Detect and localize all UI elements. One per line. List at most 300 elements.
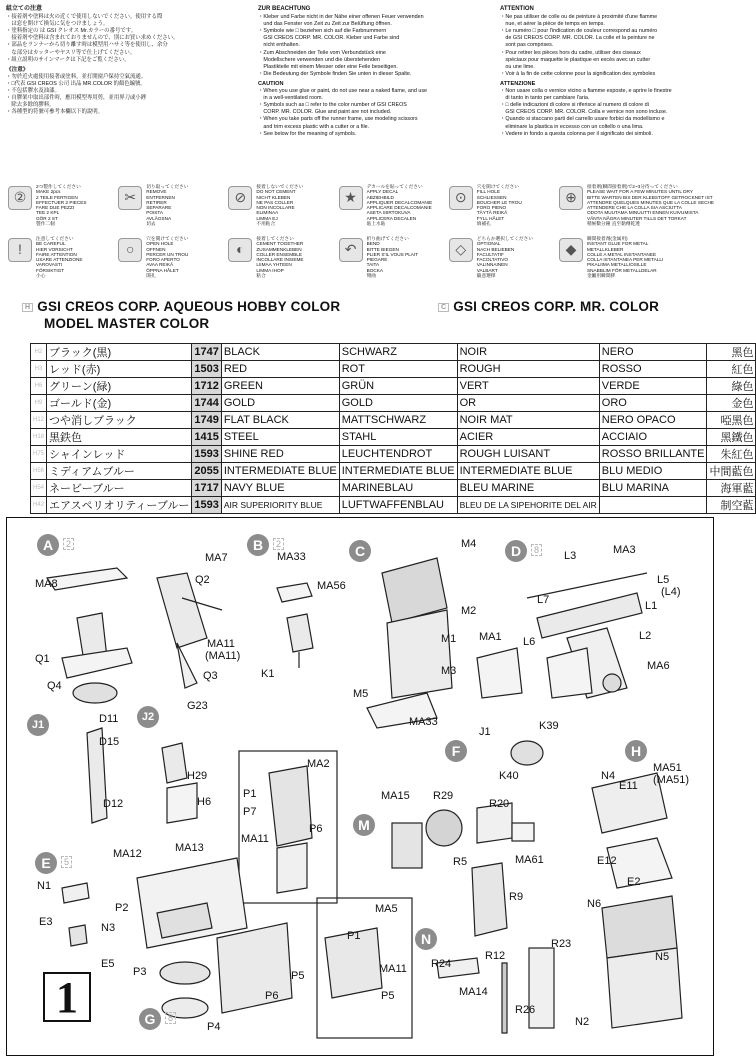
assembly-drawing bbox=[7, 518, 715, 1057]
symbol-text: COLLER ENSEMBLE bbox=[256, 251, 302, 257]
part-sketch bbox=[69, 925, 87, 946]
symbol-entry bbox=[447, 184, 557, 236]
note-line: nicht enthalten. bbox=[258, 42, 300, 49]
symbol-text: MAKE 2pcs bbox=[36, 189, 61, 195]
assembly-badge: A bbox=[37, 534, 59, 556]
color-cell-zh: 朱紅色 bbox=[707, 446, 756, 463]
note-line: ou une lime. bbox=[500, 63, 535, 70]
symbol-text: BITTE WARTEN BIS DER KLEBSTOFF GETROCKNET IST bbox=[586, 194, 713, 200]
color-cell-ja: エアスペリオリティーブルー bbox=[47, 497, 192, 514]
color-cell-fr: INTERMEDIATE BLUE bbox=[457, 463, 599, 480]
part-label: MA2 bbox=[307, 758, 330, 770]
symbol-text: 彎曲 bbox=[366, 273, 376, 279]
part-label: P7 bbox=[243, 806, 257, 818]
symbol-text: INSTANT GLUE FOR METAL bbox=[586, 241, 649, 247]
color-cell-zh: 金色 bbox=[707, 395, 756, 412]
color-cell-de: GRÜN bbox=[339, 378, 457, 395]
optional-icon: ◇ bbox=[449, 238, 473, 262]
color-cell-fr: OR bbox=[457, 395, 599, 412]
notes-de-title: ZUR BEACHTUNG bbox=[258, 6, 311, 12]
part-label: MA61 bbox=[515, 854, 544, 866]
color-cell-ja: ネービーブルー bbox=[47, 480, 192, 497]
part-label: P1 bbox=[347, 930, 361, 942]
part-sketch bbox=[537, 593, 642, 638]
symbol-text: VALINNAINEN bbox=[476, 262, 508, 268]
part-label: MA13 bbox=[175, 842, 204, 854]
part-label: L7 bbox=[537, 594, 550, 606]
note-line: ・各種型的符號可參考本欄以下的說明。 bbox=[6, 109, 104, 116]
symbol-text: BE CAREFUL bbox=[36, 241, 66, 247]
part-label: R9 bbox=[509, 891, 524, 903]
two-types-icon: ⊕ bbox=[559, 186, 583, 210]
note-line: Modellschere verwenden und die überstehenden bbox=[258, 56, 380, 63]
part-label: E5 bbox=[101, 958, 115, 970]
color-cell-fr: VERT bbox=[457, 378, 599, 395]
header-tag: H bbox=[22, 303, 33, 312]
symbol-text: NE PAS COLLER bbox=[256, 199, 294, 205]
notes-ja-title: 組立ての注意 bbox=[6, 6, 43, 12]
part-label: (MA51) bbox=[653, 774, 690, 786]
part-label: MA33 bbox=[277, 551, 306, 563]
part-sketch bbox=[603, 674, 621, 692]
symbol-text: FÖRSIKTIGT bbox=[36, 267, 65, 273]
aqueous-header bbox=[22, 299, 340, 314]
color-cell-code: H3 bbox=[31, 361, 47, 378]
color-cell-it: BLU MEDIO bbox=[599, 463, 707, 480]
note-line: は窓を開けて換気に気をつけましょう。 bbox=[6, 21, 109, 28]
part-label: M5 bbox=[353, 688, 369, 700]
symbol-text: FYLL HÅLET bbox=[476, 215, 505, 221]
color-cell-it: ORO bbox=[599, 395, 707, 412]
symbol-text: AVAA REIKÄ bbox=[146, 262, 174, 268]
part-label: MA11 bbox=[207, 638, 235, 650]
part-sketch bbox=[287, 614, 313, 652]
symbol-entry bbox=[6, 184, 116, 236]
note-line: ・Kleber und Farbe nicht in der Nähe einer offenen Feuer verwenden bbox=[258, 14, 424, 21]
part-label: R29 bbox=[433, 790, 454, 802]
part-sketch bbox=[73, 683, 117, 703]
note-line: nue, et aérer la pièce de temps en temps. bbox=[500, 21, 605, 28]
color-cell-en: FLAT BLACK bbox=[221, 412, 339, 429]
symbol-text: POISTA bbox=[146, 210, 164, 216]
symbol-text: 不用粘合 bbox=[256, 221, 276, 227]
assembly-badge: M bbox=[353, 814, 375, 836]
part-sketch bbox=[269, 766, 312, 846]
color-cell-code: H18 bbox=[31, 429, 47, 446]
assembly-badge: H bbox=[625, 740, 647, 762]
symbol-text: 接着してください bbox=[256, 236, 294, 241]
part-sketch bbox=[477, 648, 522, 698]
part-sketch bbox=[529, 948, 554, 1028]
mr-color-header-text: GSI CREOS CORP. MR. COLOR bbox=[453, 299, 660, 314]
symbol-text: NON INCOLLARE bbox=[256, 205, 295, 211]
part-label: M3 bbox=[441, 665, 457, 677]
symbol-text: 貼上水貼 bbox=[366, 221, 386, 227]
note-line: sont pas comprises. bbox=[500, 42, 554, 49]
symbol-text: FAIRE ATTENTION bbox=[36, 251, 77, 257]
symbol-text: 2 TEILE FERTIGEN bbox=[36, 194, 78, 200]
symbol-text: OPEN HOLE bbox=[146, 241, 174, 247]
part-sketch bbox=[547, 648, 592, 698]
color-cell-de: ROT bbox=[339, 361, 457, 378]
note-line: and trim excess plastic with a cutter or a file. bbox=[258, 123, 370, 130]
symbol-text: 接着しないでください bbox=[256, 184, 304, 189]
part-label: MA12 bbox=[113, 848, 142, 860]
color-cell-code: H12 bbox=[31, 412, 47, 429]
symbol-text: FILL HOLE bbox=[476, 189, 501, 195]
symbol-text: 穴を開けてください bbox=[476, 184, 519, 189]
part-label: D15 bbox=[99, 736, 120, 748]
part-label: P4 bbox=[207, 1021, 221, 1033]
symbol-entry bbox=[226, 184, 336, 236]
part-sketch bbox=[472, 863, 507, 936]
symbol-text: AVLÄGSNA bbox=[146, 215, 172, 221]
symbol-text: FARE DUE PEZZI bbox=[36, 205, 75, 211]
symbol-text: 製作二個 bbox=[36, 221, 55, 227]
part-label: M1 bbox=[441, 633, 457, 645]
part-label: P5 bbox=[381, 990, 395, 1002]
note-line: ・塗料指定の は GSI クレオス Mr.カラーの番号です。 bbox=[6, 28, 137, 35]
symbol-entry bbox=[337, 236, 447, 288]
part-label: MA33 bbox=[409, 716, 438, 728]
symbol-text: INCOLLARE INSIEME bbox=[256, 257, 304, 263]
color-cell-fr: ROUGH LUISANT bbox=[457, 446, 599, 463]
note-line: GSI CREOS CORP. MR. COLOR. Kleber und Farbe sind bbox=[258, 35, 400, 42]
assembly-badge: G bbox=[139, 1008, 161, 1030]
assembly-count: 8 bbox=[165, 1012, 176, 1024]
color-cell-it: ROSSO bbox=[599, 361, 707, 378]
color-cell-it: ACCIAIO bbox=[599, 429, 707, 446]
part-label: J1 bbox=[479, 726, 491, 738]
note-line: ・Non usare colla o vernice vicino a fiamme esposte, e aprire le finestre bbox=[500, 88, 672, 95]
note-line: ・不包括膠水及油漆。 bbox=[6, 88, 60, 95]
part-label: MA5 bbox=[375, 903, 398, 915]
part-label: (MA11) bbox=[205, 650, 241, 662]
symbol-text: VÄNTA NÅGRA MINUTER TILLS DET TORKAT bbox=[586, 215, 687, 221]
part-label: N6 bbox=[587, 898, 602, 910]
color-cell-ja: つや消しブラック bbox=[47, 412, 192, 429]
notes-fr-title: ATTENTION bbox=[500, 6, 534, 12]
symbol-entry bbox=[447, 236, 557, 288]
part-label: R20 bbox=[489, 798, 510, 810]
color-cell-de: STAHL bbox=[339, 429, 457, 446]
symbol-text: VALBART bbox=[476, 267, 498, 273]
notes-french-italian bbox=[500, 6, 714, 137]
color-cell-it: NERO OPACO bbox=[599, 412, 707, 429]
part-sketch bbox=[167, 783, 197, 823]
part-label: Q4 bbox=[47, 680, 62, 692]
metal-glue-icon: ◆ bbox=[559, 238, 583, 262]
part-label: P6 bbox=[309, 823, 323, 835]
note-line: eliminare la plastica in eccesso con un coltello o una lima. bbox=[500, 123, 644, 130]
color-cell-en: STEEL bbox=[221, 429, 339, 446]
symbol-text: LIMMA EJ bbox=[256, 215, 278, 221]
part-label: M4 bbox=[461, 538, 477, 550]
color-cell-de: MARINEBLAU bbox=[339, 480, 457, 497]
part-label: G23 bbox=[187, 700, 208, 712]
color-cell-ja: ブラック(黒) bbox=[47, 344, 192, 361]
color-cell-fr: NOIR bbox=[457, 344, 599, 361]
symbol-text: 隨意選擇 bbox=[476, 273, 496, 279]
color-cell-ja: 黒鉄色 bbox=[47, 429, 192, 446]
assembly-diagram bbox=[6, 517, 714, 1056]
part-sketch bbox=[602, 896, 677, 958]
symbol-text: 稍候數分鐘 直至黏劑乾透 bbox=[586, 221, 640, 227]
color-cell-code: H6 bbox=[31, 378, 47, 395]
color-cell-num: 1503 bbox=[192, 361, 221, 378]
bend-icon: ↶ bbox=[339, 238, 363, 262]
notes-german-english bbox=[258, 6, 488, 137]
color-cell-ja: ミディアムブルー bbox=[47, 463, 192, 480]
note-line: ・勿於近火處使用接著或塗料，並打開窗戶保持空氣流通。 bbox=[6, 73, 147, 80]
note-line: spéciaux pour maquette le plastique en excès avec un cutter bbox=[500, 56, 651, 63]
symbol-text: HIER VORSICHT bbox=[36, 246, 73, 252]
part-sketch bbox=[392, 823, 422, 868]
drill-hole-icon: ⊙ bbox=[449, 186, 473, 210]
symbol-text: USARE ATTENZIONE bbox=[36, 257, 83, 263]
color-cell-code: H75 bbox=[31, 446, 47, 463]
note-line: ・自膠架中取出部件時，應用模型專用剪，並用界刀或小銼 bbox=[6, 95, 147, 102]
color-cell-en: BLACK bbox=[221, 344, 339, 361]
assembly-badge: J1 bbox=[27, 714, 49, 736]
make-two-icon: ② bbox=[8, 186, 32, 210]
symbol-text: SEPARARE bbox=[146, 205, 172, 211]
symbol-text: EFFECTUER 2 PIECES bbox=[36, 199, 87, 205]
part-label: K1 bbox=[261, 668, 275, 680]
color-cell-de: INTERMEDIATE BLUE bbox=[339, 463, 457, 480]
symbol-text: APPLICERA DECALEN bbox=[366, 215, 417, 221]
color-cell-it: BLU MARINA bbox=[599, 480, 707, 497]
part-sketch bbox=[277, 843, 307, 893]
symbol-text: 瞬間接着剤(金属用) bbox=[586, 236, 628, 241]
no-cement-icon: ⊘ bbox=[228, 186, 252, 210]
part-label: H6 bbox=[197, 796, 212, 808]
note-line: ・Le numéro □ pour l'indication de couleur correspond au numéro bbox=[500, 28, 658, 35]
assembly-badge: D bbox=[505, 540, 527, 562]
note-line: ・接着剤や塗料は火の近くで使用しないでください。使用する際 bbox=[6, 14, 163, 21]
symbol-text: TÄYTÄ REIKÄ bbox=[476, 210, 508, 216]
note-line: ・部品をランナーから切り離す時は模型用ハサミ等を使用し、余分 bbox=[6, 42, 168, 49]
part-label: R26 bbox=[515, 1004, 536, 1016]
symbol-text: DO NOT CEMENT bbox=[256, 189, 296, 195]
part-label: R24 bbox=[431, 958, 452, 970]
mr-color-header bbox=[438, 299, 659, 314]
assembly-badge: E bbox=[35, 852, 57, 874]
model-master-header: MODEL MASTER COLOR bbox=[44, 316, 210, 331]
note-line: 接着剤や塗料は含まれておりませんので、別にお買い求めください。 bbox=[6, 35, 179, 42]
assembly-count: 2 bbox=[63, 538, 74, 550]
color-cell-num: 1415 bbox=[192, 429, 221, 446]
symbol-text: 2つ製作してください bbox=[36, 184, 81, 189]
step-number: 1 bbox=[43, 972, 91, 1022]
part-label: MA51 bbox=[653, 762, 682, 774]
part-label: MA15 bbox=[381, 790, 410, 802]
notes-area bbox=[6, 6, 714, 137]
symbol-text: FORO PIENO bbox=[476, 205, 507, 211]
symbol-text: TAITA bbox=[366, 262, 380, 268]
symbol-text: PERCER UN TROU bbox=[146, 251, 189, 257]
color-cell-ja: ゴールド(金) bbox=[47, 395, 192, 412]
symbol-text: PLIER S'IL VOUS PLAIT bbox=[366, 251, 419, 257]
symbol-text: LIMMA IHOP bbox=[256, 267, 284, 273]
header-tag: C bbox=[438, 303, 449, 312]
note-line: ・Symbole wie □ beziehen sich auf die Farbnummern bbox=[258, 28, 387, 35]
note-line: ・Zum Abschneiden der Teile vom Verbundstück eine bbox=[258, 49, 386, 56]
note-line: ・Die Bedeutung der Symbole finden Sie unten in dieser Spalte. bbox=[258, 70, 412, 77]
part-sketch bbox=[47, 568, 127, 590]
symbol-text: FACULTATIF bbox=[476, 251, 504, 257]
symbol-entry bbox=[226, 236, 336, 288]
part-sketch bbox=[177, 643, 197, 688]
color-cell-de: SCHWARZ bbox=[339, 344, 457, 361]
color-cell-code: H56 bbox=[31, 463, 47, 480]
part-label: N3 bbox=[101, 922, 116, 934]
color-cell-de: LEUCHTENDROT bbox=[339, 446, 457, 463]
part-label: MA56 bbox=[317, 580, 346, 592]
note-line: de GSI CREOS CORP. MR. COLOR. La colle et la peinture ne bbox=[500, 35, 655, 42]
color-cell-en: RED bbox=[221, 361, 339, 378]
color-cell-en: GOLD bbox=[221, 395, 339, 412]
symbol-entry bbox=[557, 236, 714, 288]
part-label: P1 bbox=[243, 788, 257, 800]
aqueous-header-text: GSI CREOS CORP. AQUEOUS HOBBY COLOR bbox=[37, 299, 341, 314]
part-label: D11 bbox=[99, 713, 119, 725]
careful-icon: ! bbox=[8, 238, 32, 262]
note-line: ・See below for the meaning of symbols. bbox=[258, 130, 357, 137]
note-line: な部分はカッターやヤスリ等で仕上げてください。 bbox=[6, 49, 136, 56]
part-label: N4 bbox=[601, 770, 616, 782]
note-line: ・Voir à la fin de cette colonne pour la signification des symboles bbox=[500, 70, 656, 77]
color-cell-zh: 海軍藍 bbox=[707, 480, 756, 497]
part-label: Q1 bbox=[35, 653, 50, 665]
symbol-text: 填補孔 bbox=[476, 221, 491, 227]
color-cell-fr: ROUGH bbox=[457, 361, 599, 378]
color-cell-num: 1749 bbox=[192, 412, 221, 429]
color-cell-num: 1712 bbox=[192, 378, 221, 395]
part-label: (L4) bbox=[661, 586, 681, 598]
symbol-text: TEE 2 KPL bbox=[36, 210, 60, 216]
part-label: E3 bbox=[39, 916, 53, 928]
symbol-text: OPTIONAL bbox=[476, 241, 501, 247]
assembly-count: 2 bbox=[273, 538, 284, 550]
symbol-text: 折り曲げてください bbox=[366, 236, 409, 241]
part-sketch bbox=[62, 883, 89, 903]
note-line: und das Fenster von Zeit zu Zeit zur Belüftung öffnen. bbox=[258, 21, 392, 28]
part-sketch bbox=[217, 923, 292, 1013]
note-line: ・□ delle indicazioni di colore si riferisce al numero di colore di bbox=[500, 102, 649, 109]
color-cell-de: LUFTWAFFENBLAU bbox=[339, 497, 457, 514]
symbol-text: NACH BELIEBEN bbox=[476, 246, 515, 252]
color-cell-num: 1593 bbox=[192, 497, 221, 514]
part-sketch bbox=[511, 741, 543, 765]
symbol-text: ODOTA MUUTAMA MINUUTTI ENNEN KUIVUMISTA bbox=[586, 210, 699, 216]
part-label: L3 bbox=[564, 550, 577, 562]
symbol-text: VAROVASTI bbox=[36, 262, 63, 268]
part-sketch bbox=[607, 948, 682, 1028]
symbol-text: PIKALIIMA METALLIOSILLE bbox=[586, 262, 647, 268]
part-label: L6 bbox=[523, 636, 536, 648]
symbol-text: GÖR 2 ST bbox=[36, 215, 58, 221]
part-label: P5 bbox=[291, 970, 305, 982]
part-label: E2 bbox=[627, 876, 641, 888]
note-line: in a well-ventilated room. bbox=[258, 95, 324, 102]
symbol-text: NICHT KLEBEN bbox=[256, 194, 291, 200]
part-label: MA11 bbox=[379, 963, 407, 975]
symbol-text: 小心 bbox=[36, 273, 46, 279]
part-label: P6 bbox=[265, 990, 279, 1002]
note-line: Plastikteile mit einem Messer oder eine Feile beseitigen. bbox=[258, 63, 398, 70]
symbol-entry bbox=[116, 184, 226, 236]
part-label: MA6 bbox=[647, 660, 670, 672]
part-label: L1 bbox=[645, 600, 658, 612]
color-table bbox=[30, 343, 756, 514]
color-row bbox=[31, 395, 756, 412]
symbol-text: ASETA SIIRTOKUVA bbox=[366, 210, 411, 216]
symbol-text: 注意してください bbox=[36, 236, 74, 241]
color-cell-en: SHINE RED bbox=[221, 446, 339, 463]
assembly-badge: F bbox=[445, 740, 467, 762]
color-row bbox=[31, 446, 756, 463]
symbol-text: COLLA ISTANTANEA PER METALLI bbox=[586, 257, 664, 263]
part-label: MA14 bbox=[459, 986, 488, 998]
color-cell-zh: 綠色 bbox=[707, 378, 756, 395]
color-cell-num: 1747 bbox=[192, 344, 221, 361]
notes-zh-title: 《注意》 bbox=[6, 66, 29, 73]
color-cell-de: GOLD bbox=[339, 395, 457, 412]
assembly-count: 5 bbox=[61, 856, 72, 868]
part-sketch bbox=[387, 610, 452, 698]
color-row bbox=[31, 378, 756, 395]
note-line: ・Symbols such as □ refer to the color number of GSI CREOS bbox=[258, 102, 407, 109]
symbol-text: SCHLIESSEN bbox=[476, 194, 507, 200]
part-label: N2 bbox=[575, 1016, 590, 1028]
color-cell-zh: 啞黑色 bbox=[707, 412, 756, 429]
part-label: MA7 bbox=[205, 552, 228, 564]
part-sketch bbox=[502, 963, 507, 1033]
part-label: Q3 bbox=[203, 670, 218, 682]
color-row bbox=[31, 480, 756, 497]
notes-en-title: CAUTION bbox=[258, 80, 284, 87]
assembly-badge: C bbox=[349, 540, 371, 562]
symbol-text: METALLKLEBER bbox=[586, 246, 624, 252]
symbol-text: ÖPPNA HÅLET bbox=[146, 267, 179, 273]
color-cell-code: H54 bbox=[31, 480, 47, 497]
symbol-text: RETIRER bbox=[146, 199, 167, 205]
part-label: Q2 bbox=[195, 574, 210, 586]
color-cell-num: 1744 bbox=[192, 395, 221, 412]
color-row bbox=[31, 412, 756, 429]
symbol-text: APPLY DECAL bbox=[366, 189, 399, 195]
symbol-text: ABZIEHBILD bbox=[366, 194, 394, 200]
color-cell-de: MATTSCHWARZ bbox=[339, 412, 457, 429]
symbol-text: APPLICARE DECALCOMANIE bbox=[366, 205, 432, 211]
part-label: E11 bbox=[619, 780, 638, 792]
part-sketch bbox=[162, 743, 187, 783]
color-cell-fr: BLEU DE LA SIPEHORITE DEL AIR bbox=[457, 497, 599, 514]
part-sketch bbox=[512, 823, 534, 841]
symbol-text: APPLIQUER DECALCOMANIE bbox=[366, 199, 433, 205]
part-label: R5 bbox=[453, 856, 468, 868]
note-line: ・Pour retirer les pièces hors du cadre, utiliser des ciseaux bbox=[500, 49, 641, 56]
part-label: MA8 bbox=[35, 578, 58, 590]
part-label: N1 bbox=[37, 880, 52, 892]
part-label: P3 bbox=[133, 966, 147, 978]
symbol-text: 切去 bbox=[146, 221, 156, 227]
color-cell-it bbox=[599, 497, 707, 514]
color-cell-en: GREEN bbox=[221, 378, 339, 395]
symbol-text: FACOLTATIVO bbox=[476, 257, 509, 263]
note-line: ・Quando si staccano parti del carrello usare forbici da modellismo e bbox=[500, 116, 665, 123]
